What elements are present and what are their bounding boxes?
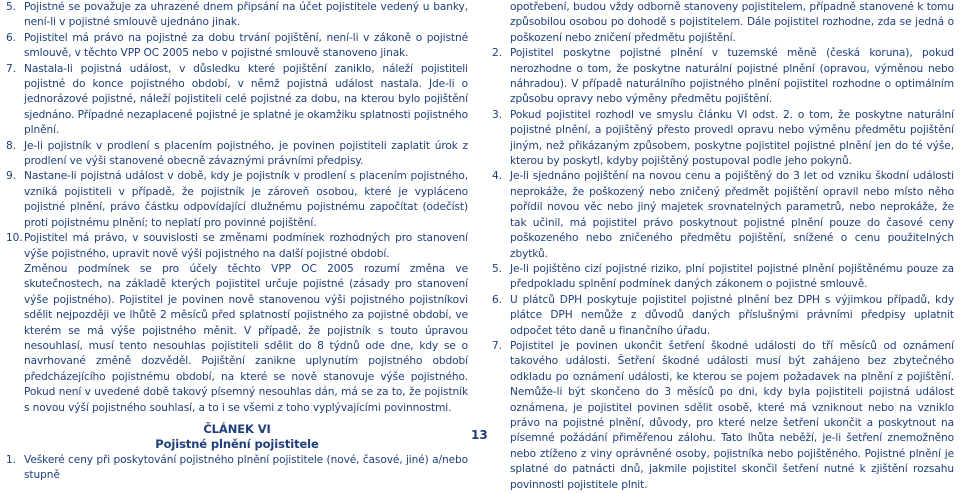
paragraph-text: Veškeré ceny při poskytování pojistného plnění pojistitele (nové, časové, jiné) a/nebo stupně	[24, 453, 468, 482]
article-heading: ČLÁNEK VI	[203, 421, 271, 436]
paragraph-number: 9.	[6, 170, 16, 183]
paragraph-1-continuation: opotřebení, budou vždy odborně stanoveny pojistitelem, případně stanovené k tomu způsobilou osobou po dohodě s pojistitelem. Dále pojistitel rozhodne, zda se jedná o poškození nebo zničení předmětu pojištění.	[510, 1, 954, 44]
paragraph-number: 8.	[6, 139, 16, 152]
left-column	[6, 0, 468, 484]
paragraph-text: Pojistitel poskytne pojistné plnění v tuzemské měně (česká koruna), pokud nerozhodne o tom, že poskytne naturální pojistné plnění (opravou, výměnou nebo náhradou). V případě naturálního pojistného plnění pojistitel rozhodne o optimálním způsobu opravy nebo výměny předmětu pojištění.	[510, 47, 954, 106]
paragraph-6	[6, 31, 468, 62]
paragraph-number: 5.	[492, 262, 502, 275]
paragraph-5	[6, 0, 468, 31]
article-vi-paragraph-1	[6, 453, 468, 484]
paragraph-number: 3.	[492, 108, 502, 121]
article-vi-paragraph-3	[492, 108, 954, 170]
paragraph-10-continuation: Změnou podmínek se pro účely těchto VPP OC 2005 rozumí změna ve skutečnostech, na základě kterých pojistitel určuje pojistné (zásady pro stanovení výše pojistného). Pojistitel je povinen nově stanovenou výši pojistného pojistníkovi sdělit nejpozději ve lhůtě 2 měsíců před splatností pojistného za pojistné období, ve kterém se má výše pojistného měnit. V případě, že pojistník s touto úpravou nesouhlasí, musí tento nesouhlas pojistiteli sdělit do 8 týdnů ode dne, kdy se o navrhované změně dozvěděl. Pojištění zanikne uplynutím pojistného období předcházejícího pojistnému období, na které se nově stanovuje výše pojistného. Pokud není v uvedené době takový písemný nesouhlas dán, má se za to, že pojistník s novou výší pojistného souhlasí, a to i se všemi z toho vyplývajícími povinnostmi.	[24, 262, 468, 414]
article-vi-paragraph-4	[492, 169, 954, 261]
paragraph-text: Je-li pojistník v prodlení s placením pojistného, je povinen pojistiteli zaplatit úrok z prodlení ve výši stanovené obecně závaznými právními předpisy.	[24, 139, 468, 168]
paragraph-9	[6, 169, 468, 231]
paragraph-number: 5.	[6, 1, 16, 13]
paragraph-10	[6, 231, 468, 262]
paragraph-text: Je-li sjednáno pojištění na novou cenu a pojištěný do 3 let od vzniku škodní události neprokáže, že poškozený nebo zničený předmět pojištění opravil nebo místo něho pořídil novou věc nebo jiný majetek srovnatelných parametrů, nebo neprokáže, že tak učinil, má pojistitel právo poskytnout pojistné plnění pouze do časové ceny poškozeného nebo zničeného předmětu pojištění, snížené o cenu použitelných zbytků.	[510, 170, 954, 260]
paragraph-text: Pojistné se považuje za uhrazené dnem připsání na účet pojistitele vedený u banky, není-li v pojistné smlouvě ujednáno jinak.	[24, 1, 468, 29]
paragraph-number: 7.	[6, 62, 16, 75]
article-subheading: Pojistné plnění pojistitele	[155, 437, 319, 452]
paragraph-number: 4.	[492, 170, 502, 183]
paragraph-8	[6, 139, 468, 170]
paragraph-text: U plátců DPH poskytuje pojistitel pojistné plnění bez DPH s výjimkou případů, kdy plátce DPH nemůže z důvodů daných příslušnými právními předpisy uplatnit odpočet této daně u finančního úřadu.	[510, 293, 954, 337]
article-vi-paragraph-7	[492, 339, 954, 493]
paragraph-text: Pokud pojistitel rozhodl ve smyslu článku VI odst. 2. o tom, že poskytne naturální pojistné plnění, a pojištěný přesto provedl opravu nebo výměnu předmětu pojištění jiným, než přikázaným způsobem, poskytne pojistitel pojistné plnění jen do té výše, kterou by poskytl, kdyby pojištěný postupoval podle jeho pokynů.	[510, 108, 954, 168]
article-vi-paragraph-2	[492, 46, 954, 108]
article-vi-paragraph-6	[492, 293, 954, 339]
right-column	[492, 0, 954, 493]
paragraph-7	[6, 62, 468, 139]
paragraph-number: 6.	[6, 31, 16, 44]
paragraph-text: Je-li pojištěno cizí pojistné riziko, plní pojistitel pojistné plnění pojištěnému pouze za předpokladu splnění podmínek daných zákonem o pojistné smlouvě.	[510, 262, 954, 291]
paragraph-text: Nastala-li pojistná událost, v důsledku které pojištění zaniklo, náleží pojistiteli pojistné do konce pojistného období, v němž pojistná událost nastala. Jde-li o jednorázové pojistné, náleží pojistiteli celé pojistné za dobu, na kterou bylo pojištění sjednáno. Případné nezaplacené pojistné je splatné je okamžiku splatnosti pojistného plnění.	[24, 62, 468, 137]
page-number: 13	[471, 428, 488, 442]
paragraph-number: 7.	[492, 339, 502, 352]
paragraph-text: Pojistitel je povinen ukončit šetření škodné události do tří měsíců od oznámení takového události. Šetření škodné události musí být zahájeno bez zbytečného odkladu po oznámení události, ke kterou se pojem požadavek na plnění z pojištění. Nemůže-li být skončeno do 3 měsíců po dni, kdy byla pojistiteli pojistná událost oznámena, je pojistitel povinen sdělit osobě, které má vzniknout nebo na vzniklo právo na pojistné plnění, důvody, pro které nelze šetření ukončit a poskytnout na písemné požádání přiměřenou zálohu. Tato lhůta neběží, je-li šetření znemožněno nebo ztíženo z viny oprávněné osoby, pojistníka nebo pojištěného. Pojistné plnění je splatné do patnácti dnů, jakmile pojistitel skončil šetření nutné k zjištění rozsahu povinnosti pojistitele plnit.	[510, 339, 954, 491]
paragraph-number: 1.	[6, 453, 16, 466]
paragraph-text: Pojistitel má právo na pojistné za dobu trvání pojištění, není-li v zákoně o pojistné smlouvě, v těchto VPP OC 2005 nebo v pojistné smlouvě stanoveno jinak.	[24, 31, 468, 60]
paragraph-number: 10.	[6, 232, 23, 245]
paragraph-number: 2.	[492, 47, 502, 60]
paragraph-text: Nastane-li pojistná událost v době, kdy je pojistník v prodlení s placením pojistného, vzniká pojistiteli v případě, že pojistník je zároveň osobou, které je vypláceno pojistné plnění, právo částku odpovídající dlužnému pojistnému započítat (odečíst) proti pojistnému plnění; to neplatí pro povinné pojištění.	[24, 170, 468, 229]
paragraph-number: 6.	[492, 293, 502, 306]
article-vi-paragraph-5	[492, 262, 954, 293]
paragraph-text: Pojistitel má právo, v souvislosti se změnami podmínek rozhodných pro stanovení výše pojistného, upravit nově výši pojistného na další pojistné období.	[24, 232, 468, 260]
